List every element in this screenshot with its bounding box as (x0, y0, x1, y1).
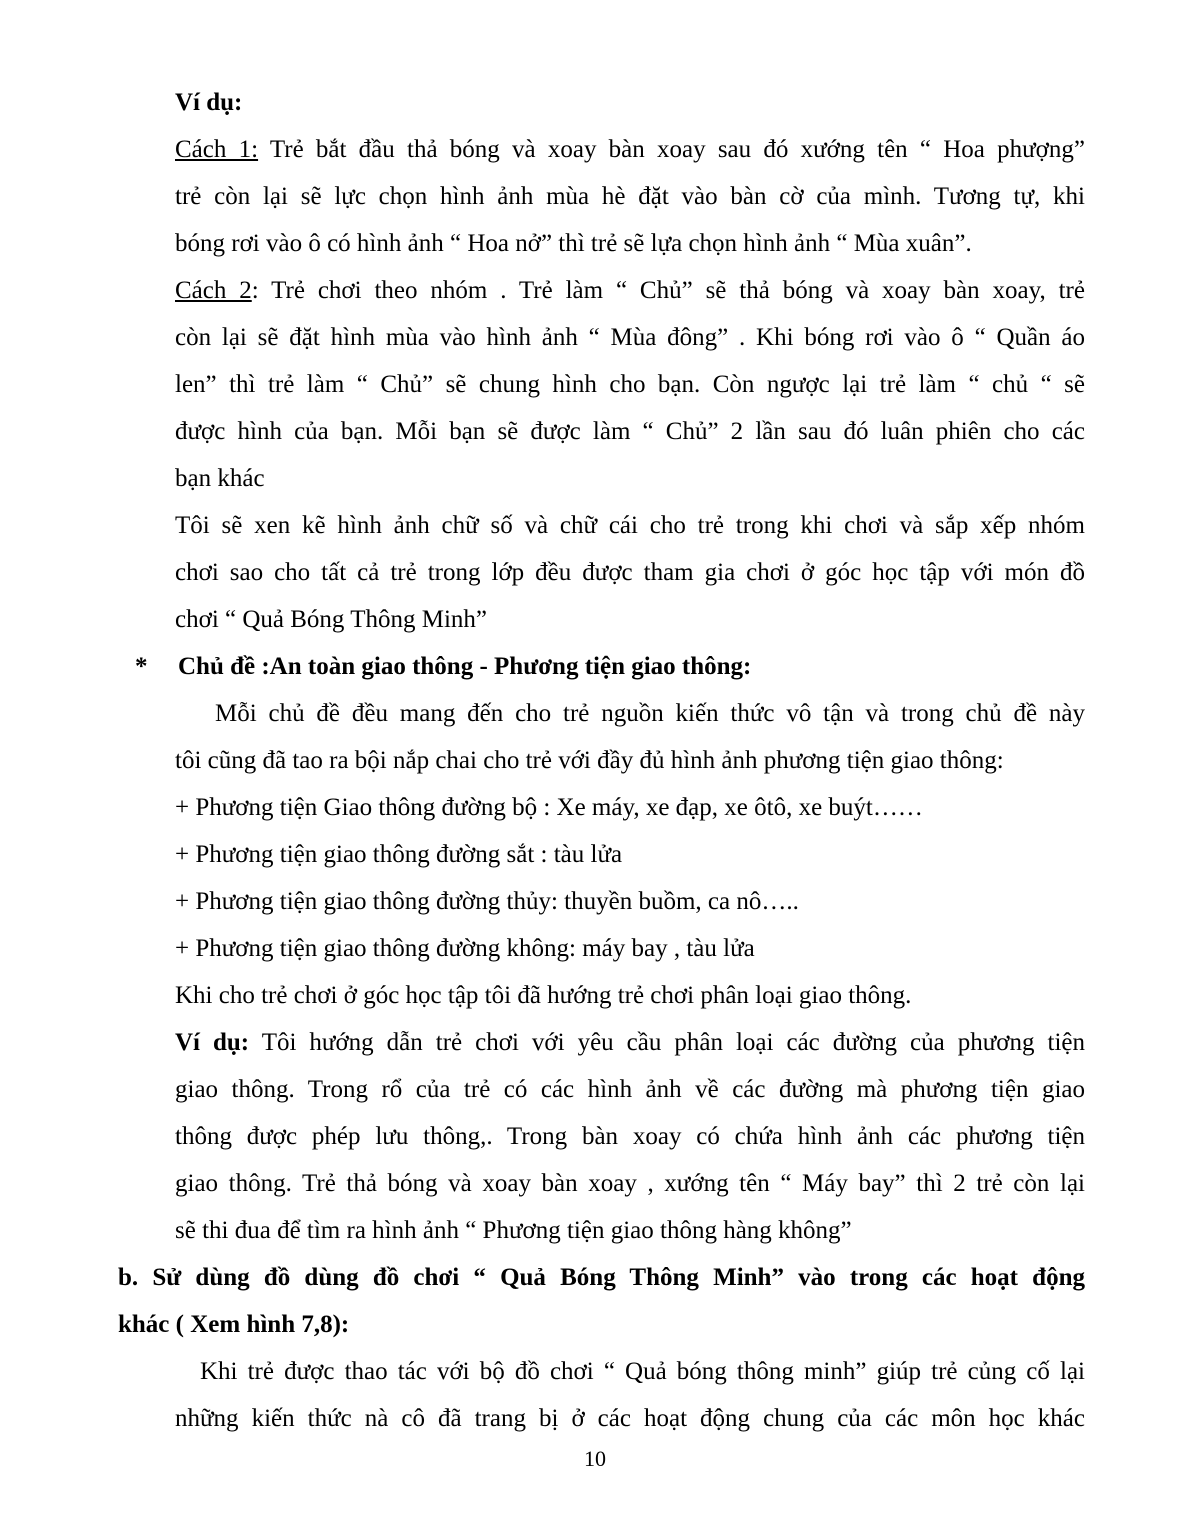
example-heading: Ví dụ: (175, 89, 243, 116)
para-line-1: Tôi sẽ xen kẽ hình ảnh chữ số và chữ cái cho trẻ trong khi chơi và sắp xếp nhóm (175, 512, 1085, 539)
topic-example-text: Tôi hướng dẫn trẻ chơi với yêu cầu phân loại các đường của phương tiện (249, 1029, 1085, 1056)
transport-item-air: + Phương tiện giao thông đường không: máy bay , tàu lửa (175, 935, 755, 962)
topic-example-line-4: giao thông. Trẻ thả bóng và xoay bàn xoay , xướng tên “ Máy bay” thì 2 trẻ còn lại (175, 1170, 1085, 1197)
way2-label: Cách 2 (175, 277, 252, 304)
way1-text: Trẻ bắt đầu thả bóng và xoay bàn xoay sau đó xướng tên “ Hoa phượng” (258, 136, 1085, 163)
way2-line-2: còn lại sẽ đặt hình mùa vào hình ảnh “ Mùa đông” . Khi bóng rơi vào ô “ Quần áo (175, 324, 1085, 351)
section-b-para-line-1: Khi trẻ được thao tác với bộ đồ chơi “ Quả bóng thông minh” giúp trẻ củng cố lại (200, 1358, 1085, 1385)
topic-example-line-3: thông được phép lưu thông,. Trong bàn xoay có chứa hình ảnh các phương tiện (175, 1123, 1085, 1150)
section-b-para-line-2: những kiến thức nà cô đã trang bị ở các hoạt động chung của các môn học khác (175, 1405, 1085, 1432)
para-line-3: chơi “ Quả Bóng Thông Minh” (175, 606, 488, 633)
section-b-heading-line-1: b. Sử dùng đồ dùng đồ chơi “ Quả Bóng Thông Minh” vào trong các hoạt động (118, 1264, 1085, 1291)
way1-line-2: trẻ còn lại sẽ lực chọn hình ảnh mùa hè đặt vào bàn cờ của mình. Tương tự, khi (175, 183, 1085, 210)
way1-line-3: bóng rơi vào ô có hình ảnh “ Hoa nở” thì trẻ sẽ lựa chọn hình ảnh “ Mùa xuân”. (175, 230, 972, 257)
guide-line: Khi cho trẻ chơi ở góc học tập tôi đã hướng trẻ chơi phân loại giao thông. (175, 982, 912, 1009)
way2-text: : Trẻ chơi theo nhóm . Trẻ làm “ Chủ” sẽ thả bóng và xoay bàn xoay, trẻ (251, 277, 1085, 304)
way2-line-4: được hình của bạn. Mỗi bạn sẽ được làm “ Chủ” 2 lần sau đó luân phiên cho các (175, 418, 1085, 445)
section-b-heading-line-2: khác ( Xem hình 7,8): (118, 1311, 350, 1338)
topic-intro-line-2: tôi cũng đã tao ra bội nắp chai cho trẻ với đầy đủ hình ảnh phương tiện giao thông: (175, 747, 1004, 774)
transport-item-rail: + Phương tiện giao thông đường sắt : tàu lửa (175, 841, 623, 868)
page-number: 10 (584, 1446, 606, 1471)
topic-intro-line-1: Mỗi chủ đề đều mang đến cho trẻ nguồn kiến thức vô tận và trong chủ đề này (215, 700, 1085, 727)
way1-line-1 (175, 135, 1085, 165)
way2-line-3: len” thì trẻ làm “ Chủ” sẽ chung hình cho bạn. Còn ngược lại trẻ làm “ chủ “ sẽ (175, 371, 1085, 398)
para-line-2: chơi sao cho tất cả trẻ trong lớp đều được tham gia chơi ở góc học tập với món đồ (175, 559, 1085, 586)
way1-label: Cách 1: (175, 136, 259, 163)
topic-example-line-2: giao thông. Trong rổ của trẻ có các hình ảnh về các đường mà phương tiện giao (175, 1076, 1085, 1103)
way2-line-1 (175, 276, 1085, 306)
topic-heading: Chủ đề :An toàn giao thông - Phương tiện giao thông: (178, 653, 752, 680)
topic-example-line-1 (175, 1028, 1085, 1058)
transport-item-water: + Phương tiện giao thông đường thủy: thuyền buồm, ca nô….. (175, 888, 799, 915)
topic-example-line-5: sẽ thi đua để tìm ra hình ảnh “ Phương tiện giao thông hàng không” (175, 1217, 852, 1244)
topic-bullet: * (135, 653, 148, 680)
way2-line-5: bạn khác (175, 465, 265, 492)
transport-item-road: + Phương tiện Giao thông đường bộ : Xe máy, xe đạp, xe ôtô, xe buýt…… (175, 794, 923, 821)
topic-example-label: Ví dụ: (175, 1029, 250, 1056)
